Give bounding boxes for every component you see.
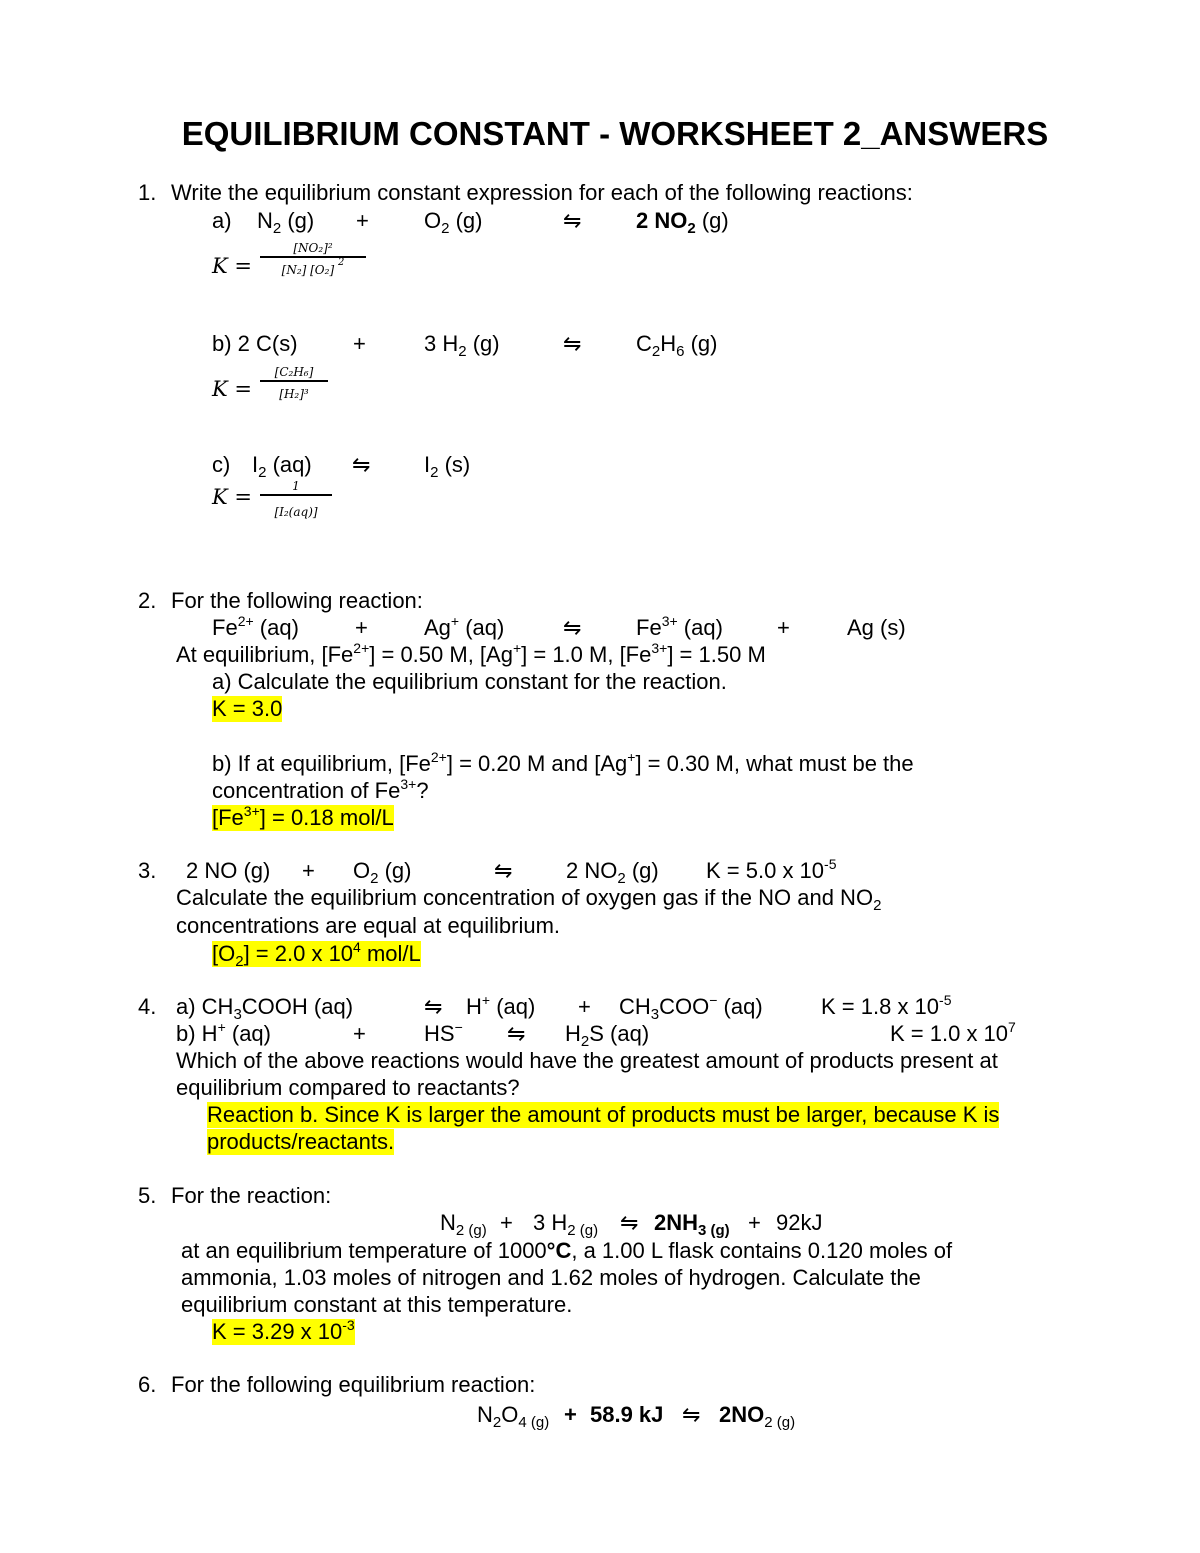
q5-product: $2NH_{3 (g)}$ bbox=[654, 1210, 730, 1239]
q4a-k-value: K = 1.8 x $10^{-5}$ bbox=[821, 992, 952, 1019]
q1a-k-numerator: [NO₂]² bbox=[293, 241, 333, 255]
equilibrium-arrow-icon: ⇋ bbox=[507, 1021, 526, 1046]
q3-text-line-2: concentrations are equal at equilibrium. bbox=[176, 913, 561, 938]
equilibrium-arrow-icon: ⇋ bbox=[352, 452, 371, 477]
q1c-product: $I_2$ (s) bbox=[424, 452, 471, 481]
q5-number: 5. bbox=[138, 1183, 157, 1208]
q1a-k-label: K = bbox=[212, 254, 252, 278]
q1b-k-numerator: [C₂H₆] bbox=[274, 365, 314, 379]
plus-sign: + bbox=[353, 1021, 366, 1046]
q1b-reactant-2: 3 $H_2$ (g) bbox=[424, 331, 500, 360]
q5-answer: K = 3.29 x $10^{-3}$ bbox=[212, 1317, 355, 1344]
q2-reactant-1: $Fe^{2+}$ (aq) bbox=[212, 613, 299, 640]
q4-question-line-1: Which of the above reactions would have the greatest amount of products present at bbox=[176, 1048, 998, 1073]
q5-text-line-1: at an equilibrium temperature of 1000°C, a 1.00 L flask contains 0.120 moles of bbox=[181, 1238, 953, 1263]
q1c-label: c) bbox=[212, 452, 231, 477]
fraction-bar bbox=[260, 256, 366, 258]
equilibrium-arrow-icon: ⇋ bbox=[563, 331, 582, 356]
q5-text-line-3: equilibrium constant at this temperature. bbox=[181, 1292, 573, 1317]
q2a-question: a) Calculate the equilibrium constant for the reaction. bbox=[212, 669, 727, 694]
equilibrium-arrow-icon: ⇋ bbox=[563, 208, 582, 233]
q4b-k-value: K = 1.0 x $10^7$ bbox=[890, 1019, 1016, 1046]
q4-number: 4. bbox=[138, 994, 157, 1019]
q1a-reactant-1: $N_2$ (g) bbox=[257, 208, 315, 237]
q1c-k-label: K = bbox=[212, 485, 252, 509]
q3-k-value: K = 5.0 x $10^{-5}$ bbox=[706, 856, 837, 883]
q2a-answer: K = 3.0 bbox=[212, 696, 283, 721]
q3-text-line-1: Calculate the equilibrium concentration of oxygen gas if the NO and $NO_2$ bbox=[176, 885, 882, 914]
equilibrium-arrow-icon: ⇋ bbox=[424, 994, 443, 1019]
q3-answer: $[O_2] = 2.0$ x $10^4$ mol/L bbox=[212, 939, 421, 970]
plus-sign: + bbox=[777, 615, 790, 640]
q3-number: 3. bbox=[138, 858, 157, 883]
q2-reactant-2: Ag+ (aq) bbox=[424, 613, 505, 640]
fraction-bar bbox=[260, 380, 328, 382]
plus-sign: + bbox=[578, 994, 591, 1019]
q1b-label: b) 2 C(s) bbox=[212, 331, 298, 356]
q6-product: $2NO_{2 (g)}$ bbox=[719, 1402, 796, 1431]
q1b-product: $C_2H_6$ (g) bbox=[636, 331, 718, 360]
q1c-k-fraction bbox=[260, 478, 332, 520]
plus-sign: + bbox=[302, 858, 315, 883]
q1a-reactant-2: $O_2$ (g) bbox=[424, 208, 483, 237]
q4-answer-line-2: products/reactants. bbox=[207, 1129, 395, 1154]
q1a-k-fraction bbox=[260, 240, 366, 278]
q5-reactant-2: 3 $H_{2 (g)}$ bbox=[533, 1210, 599, 1239]
q1c-reactant: $I_2$ (aq) bbox=[252, 452, 312, 481]
equilibrium-arrow-icon: ⇋ bbox=[620, 1210, 639, 1235]
q1-number: 1. bbox=[138, 180, 157, 205]
fraction-bar bbox=[260, 494, 332, 496]
q5-text: For the reaction: bbox=[171, 1183, 332, 1208]
q1-text: Write the equilibrium constant expression for each of the following reactions: bbox=[171, 180, 913, 205]
q2-number: 2. bbox=[138, 588, 157, 613]
q5-energy: 92kJ bbox=[776, 1210, 823, 1235]
q3-reactant-2: $O_2$ (g) bbox=[353, 858, 412, 887]
q6-text: For the following equilibrium reaction: bbox=[171, 1372, 536, 1397]
q1c-k-numerator: 1 bbox=[292, 479, 300, 493]
equilibrium-arrow-icon: ⇋ bbox=[563, 615, 582, 640]
q2-product-1: $Fe^{3+}$ (aq) bbox=[636, 613, 723, 640]
page-title: EQUILIBRIUM CONSTANT - WORKSHEET 2_ANSWERS bbox=[181, 115, 1049, 152]
plus-sign: + bbox=[500, 1210, 513, 1235]
q3-product: 2 $NO_2$ (g) bbox=[566, 858, 659, 887]
plus-sign: + bbox=[355, 615, 368, 640]
equilibrium-arrow-icon: ⇋ bbox=[494, 858, 513, 883]
q4a-reactant: a) $CH_3COOH$ (aq) bbox=[176, 994, 354, 1023]
q5-text-line-2: ammonia, 1.03 moles of nitrogen and 1.62 moles of hydrogen. Calculate the bbox=[181, 1265, 921, 1290]
q6-number: 6. bbox=[138, 1372, 157, 1397]
q1b-k-label: K = bbox=[212, 377, 252, 401]
q2b-question-line-2: concentration of $Fe^{3+}$? bbox=[212, 776, 429, 803]
q1c-k-denominator: [I₂(aq)] bbox=[274, 505, 318, 519]
q1a-product: 2 $NO_2$ (g) bbox=[636, 208, 729, 237]
q2-product-2: Ag (s) bbox=[847, 615, 906, 640]
q4b-reactant-1: b) H+ (aq) bbox=[176, 1019, 271, 1046]
plus-sign: + bbox=[356, 208, 369, 233]
q4b-product: $H_2S$ (aq) bbox=[565, 1021, 650, 1050]
q4-answer-line-1: Reaction b. Since K is larger the amount of products must be larger, because K is bbox=[207, 1102, 1000, 1127]
plus-sign: + bbox=[564, 1402, 577, 1427]
q4b-reactant-2: HS− bbox=[424, 1019, 463, 1046]
q2-given: At equilibrium, $[Fe^{2+}] = 0.50$ M, [Ag+] = 1.0 M, $[Fe^{3+}] = 1.50$ M bbox=[176, 640, 766, 667]
q5-reactant-1: $N_{2 (g)}$ bbox=[440, 1210, 487, 1239]
q2b-question-line-1: b) If at equilibrium, $[Fe^{2+}] = 0.20$ M and [Ag+] = 0.30 M, what must be the bbox=[212, 749, 914, 776]
q2-text: For the following reaction: bbox=[171, 588, 423, 613]
q4-question-line-2: equilibrium compared to reactants? bbox=[176, 1075, 520, 1100]
q1b-k-fraction bbox=[260, 364, 328, 402]
equilibrium-arrow-icon: ⇋ bbox=[682, 1402, 701, 1427]
q6-reactant: $N_2O_{4 (g)}$ bbox=[477, 1402, 550, 1431]
q4a-product-2: $CH_3COO^-$ (aq) bbox=[619, 992, 763, 1023]
q6-energy: 58.9 kJ bbox=[590, 1402, 664, 1427]
q1b-k-denominator: [H₂]³ bbox=[279, 387, 309, 401]
q1a-label: a) bbox=[212, 208, 232, 233]
q4a-product-1: H+ (aq) bbox=[466, 992, 536, 1019]
q2b-answer: $[Fe^{3+}] = 0.18$ mol/L bbox=[212, 803, 394, 830]
plus-sign: + bbox=[748, 1210, 761, 1235]
q3-reactant-1: 2 NO (g) bbox=[186, 858, 271, 883]
plus-sign: + bbox=[353, 331, 366, 356]
q1a-k-denominator: [N₂] [O₂] $^2$ bbox=[281, 257, 345, 277]
